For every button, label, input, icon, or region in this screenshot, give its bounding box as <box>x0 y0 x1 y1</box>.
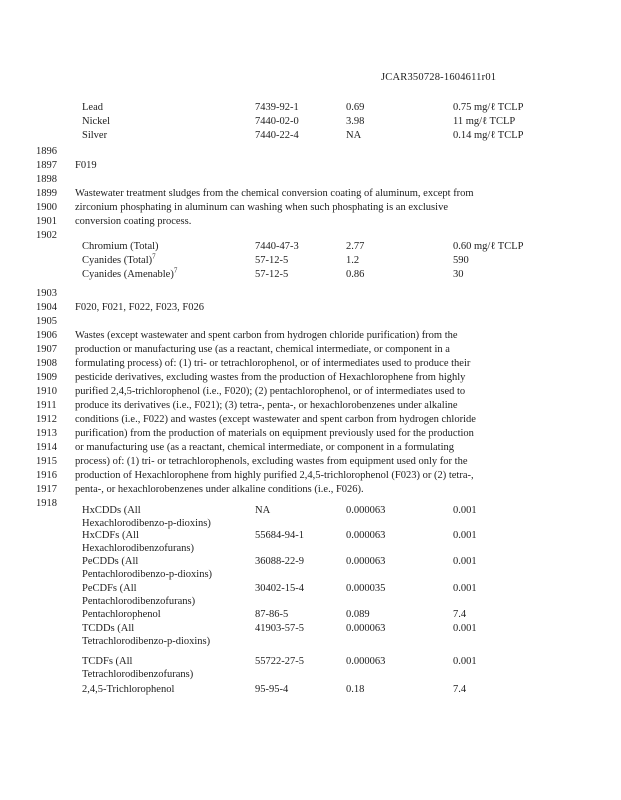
nonwastewater-standard: 0.001 <box>453 583 477 594</box>
table-row <box>0 623 621 647</box>
f020-description-line: pesticide derivatives, excluding wastes from the production of Hexachlorophene from highly <box>75 372 466 383</box>
f020-description-line: produce its derivatives (i.e., F021); (3) tetra-, penta-, or hexachlorobenzenes under alkaline <box>75 400 458 411</box>
wastewater-standard: 2.77 <box>346 241 365 252</box>
cas-number: 57-12-5 <box>255 269 289 280</box>
nonwastewater-standard: 0.001 <box>453 623 477 634</box>
nonwastewater-standard: 0.001 <box>453 530 477 541</box>
wastewater-standard: 0.86 <box>346 269 365 280</box>
wastewater-standard: 0.000063 <box>346 505 386 516</box>
table-row <box>0 505 621 529</box>
nonwastewater-standard: 11 mg/ℓ TCLP <box>453 116 516 127</box>
nonwastewater-standard: 590 <box>453 255 469 266</box>
constituent-name: Cyanides (Amenable)$^7$ <box>82 266 178 280</box>
nonwastewater-standard: 0.75 mg/ℓ TCLP <box>453 102 524 113</box>
line-number: 1904 <box>36 302 57 313</box>
footnote-marker: 7 <box>173 266 178 275</box>
line-number: 1912 <box>36 414 57 425</box>
cas-number: 7440-22-4 <box>255 130 299 141</box>
table-row <box>0 266 621 283</box>
cas-number: NA <box>255 505 271 516</box>
line-number: 1914 <box>36 442 57 453</box>
document-id: JCAR350728-1604611r01 <box>381 72 497 83</box>
line-number: 1917 <box>36 484 57 495</box>
table-row <box>0 684 621 698</box>
wastewater-standard: 3.98 <box>346 116 365 127</box>
nonwastewater-standard: 7.4 <box>453 609 467 620</box>
constituent-name: TCDDs (All Tetrachlorodibenzo-p-dioxins) <box>82 623 211 647</box>
wastewater-standard: 0.000063 <box>346 656 386 667</box>
f019-description-line: Wastewater treatment sludges from the chemical conversion coating of aluminum, except from <box>75 188 474 199</box>
table-row <box>0 583 621 607</box>
line-number: 1905 <box>36 316 57 327</box>
nonwastewater-standard: 0.60 mg/ℓ TCLP <box>453 241 524 252</box>
table-row <box>0 102 621 116</box>
line-number: 1898 <box>36 174 57 185</box>
f020-description-line: purification) from the production of materials on equipment previously used for the production <box>75 428 474 439</box>
line-number: 1899 <box>36 188 57 199</box>
constituent-name: Silver <box>82 130 108 141</box>
waste-code-f019: F019 <box>75 160 97 171</box>
line-number: 1910 <box>36 386 57 397</box>
wastewater-standard: 0.69 <box>346 102 365 113</box>
constituent-name: PeCDDs (All Pentachlorodibenzo-p-dioxins) <box>82 556 213 580</box>
line-number: 1911 <box>36 400 57 411</box>
constituent-name: HxCDFs (All Hexachlorodibenzofurans) <box>82 530 194 554</box>
table-row <box>0 609 621 623</box>
constituent-name: TCDFs (All Tetrachlorodibenzofurans) <box>82 656 194 680</box>
f020-description-line: process) of: (1) tri- or tetrachlorophenols, excluding wastes from equipment used only for the <box>75 456 468 467</box>
nonwastewater-standard: 30 <box>453 269 464 280</box>
f020-description-line: production of Hexachlorophene from highly purified 2,4,5-trichlorophenol (F023) or (2) tetra-, <box>75 470 474 481</box>
cas-number: 55722-27-5 <box>255 656 304 667</box>
constituent-name: Nickel <box>82 116 110 127</box>
cas-number: 7439-92-1 <box>255 102 299 113</box>
table-row <box>0 241 621 255</box>
constituent-name: Cyanides (Total)$^7$ <box>82 252 156 266</box>
line-number: 1908 <box>36 358 57 369</box>
table-row <box>0 556 621 580</box>
cas-number: 7440-47-3 <box>255 241 299 252</box>
footnote-marker: 7 <box>152 252 156 261</box>
cas-number: 95-95-4 <box>255 684 289 695</box>
wastewater-standard: 0.18 <box>346 684 365 695</box>
cas-number: 7440-02-0 <box>255 116 299 127</box>
table-row <box>0 252 621 269</box>
line-number: 1906 <box>36 330 57 341</box>
table-row <box>0 656 621 680</box>
cas-number: 57-12-5 <box>255 255 289 266</box>
f020-description-line: Wastes (except wastewater and spent carbon from hydrogen chloride purification) from the <box>75 330 458 341</box>
line-number: 1916 <box>36 470 57 481</box>
wastewater-standard: 0.000035 <box>346 583 386 594</box>
waste-code-f020-group: F020, F021, F022, F023, F026 <box>75 302 204 313</box>
f020-description-line: purified 2,4,5-trichlorophenol (i.e., F020); (2) pentachlorophenol, or of intermediates used to <box>75 386 466 397</box>
line-number: 1907 <box>36 344 57 355</box>
nonwastewater-standard: 0.001 <box>453 656 477 667</box>
f020-description-line: conditions (i.e., F022) and wastes (except wastewater and spent carbon from hydrogen chloride <box>75 414 476 425</box>
line-number: 1897 <box>36 160 57 171</box>
f020-description-line: or manufacturing use (as a reactant, chemical intermediate, or component in a formulating <box>75 442 455 453</box>
nonwastewater-standard: 0.001 <box>453 505 477 516</box>
wastewater-standard: 1.2 <box>346 255 360 266</box>
nonwastewater-standard: 7.4 <box>453 684 467 695</box>
wastewater-standard: 0.000063 <box>346 623 386 634</box>
constituent-name: PeCDFs (All Pentachlorodibenzofurans) <box>82 583 196 607</box>
f020-description-line: production or manufacturing use (as a reactant, chemical intermediate, or component in a <box>75 344 450 355</box>
f019-description-line: zirconium phosphating in aluminum can washing when such phosphating is an exclusive <box>75 202 448 213</box>
line-number: 1909 <box>36 372 57 383</box>
cas-number: 55684-94-1 <box>255 530 304 541</box>
constituent-name: Chromium (Total) <box>82 241 159 252</box>
line-number: 1900 <box>36 202 57 213</box>
cas-number: 41903-57-5 <box>255 623 304 634</box>
line-number: 1918 <box>36 498 57 509</box>
wastewater-standard: 0.089 <box>346 609 370 620</box>
line-number: 1896 <box>36 146 57 157</box>
f020-description-line: formulating process) of: (1) tri- or tetrachlorophenol, or of intermediates used to produce their <box>75 358 471 369</box>
nonwastewater-standard: 0.14 mg/ℓ TCLP <box>453 130 524 141</box>
line-number: 1915 <box>36 456 57 467</box>
constituent-name: 2,4,5-Trichlorophenol <box>82 684 175 695</box>
line-number: 1913 <box>36 428 57 439</box>
cas-number: 30402-15-4 <box>255 583 304 594</box>
constituent-name: Lead <box>82 102 103 113</box>
table-row <box>0 116 621 130</box>
cas-number: 87-86-5 <box>255 609 289 620</box>
table-row <box>0 530 621 554</box>
constituent-name: Pentachlorophenol <box>82 609 161 620</box>
wastewater-standard: 0.000063 <box>346 556 386 567</box>
f019-description-line: conversion coating process. <box>75 216 192 227</box>
table-row <box>0 130 621 144</box>
line-number: 1903 <box>36 288 57 299</box>
line-number: 1901 <box>36 216 57 227</box>
constituent-name: HxCDDs (All Hexachlorodibenzo-p-dioxins) <box>82 505 211 529</box>
f020-description-line: penta-, or hexachlorobenzenes under alkaline conditions (i.e., F026). <box>75 484 364 495</box>
cas-number: 36088-22-9 <box>255 556 304 567</box>
wastewater-standard: NA <box>346 130 362 141</box>
line-number: 1902 <box>36 230 57 241</box>
nonwastewater-standard: 0.001 <box>453 556 477 567</box>
wastewater-standard: 0.000063 <box>346 530 386 541</box>
